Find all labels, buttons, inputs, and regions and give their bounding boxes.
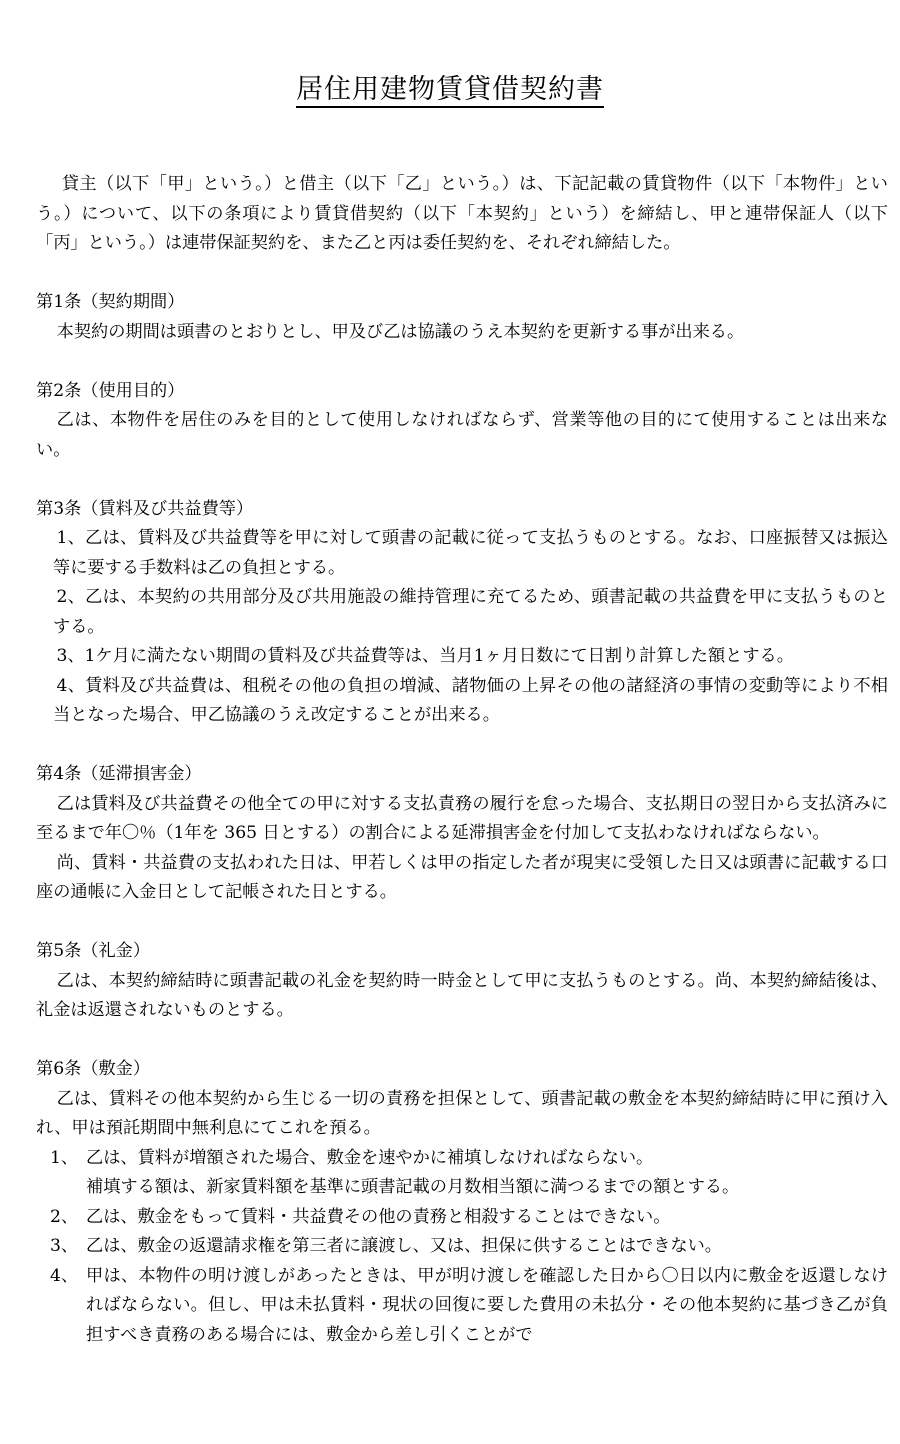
article-3-heading: 第3条（賃料及び共益費等） [36, 498, 254, 519]
intro-paragraph: 貸主（以下「甲」という。）と借主（以下「乙」という。）は、下記記載の賃貸物件（以下「本物件」という。）について、以下の条項により賃貸借契約（以下「本契約」という）を締結し、甲と連帯保証人（以下「丙」という。）は連帯保証契約を、また乙と丙は委任契約を、それぞれ締結した。 [36, 174, 888, 253]
article-1-heading: 第1条（契約期間） [36, 292, 185, 312]
article-4-para-2: 尚、賃料・共益費の支払われた日は、甲若しくは甲の指定した者が現実に受領した日又は頭書に記載する口座の通帳に入金日として記帳された日とする。 [36, 852, 888, 902]
article-2-heading: 第2条（使用目的） [36, 380, 185, 401]
article-6-enum-1 [50, 1144, 888, 1174]
article-6-enum-1-cont [50, 1173, 888, 1203]
document-body [36, 170, 888, 1350]
enum-number: 2、 [50, 1206, 79, 1227]
enum-number: 3、 [50, 1236, 79, 1256]
article-5-text: 乙は、本契約締結時に頭書記載の礼金を契約時一時金として甲に支払うものとする。尚、本契約締結後は、礼金は返還されないものとする。 [36, 970, 888, 1020]
article-6-enum-3 [50, 1232, 888, 1262]
article-3-item-1: 1、乙は、賃料及び共益費等を甲に対して頭書の記載に従って支払うものとする。なお、口座振替又は振込等に要する手数料は乙の負担とする。 [53, 528, 888, 578]
article-3-item-4: 4、賃料及び共益費は、租税その他の負担の増減、諸物価の上昇その他の諸経済の事情の変動等により不相当となった場合、甲乙協議のうえ改定することが出来る。 [53, 675, 888, 725]
enum-number: 4、 [50, 1265, 79, 1286]
enum-text: 乙は、賃料が増額された場合、敷金を速やかに補填しなければならない。 [86, 1147, 654, 1168]
enum-text: 補填する額は、新家賃料額を基準に頭書記載の月数相当額に満つるまでの額とする。 [86, 1177, 740, 1197]
enum-text: 乙は、敷金をもって賃料・共益費その他の責務と相殺することはできない。 [86, 1206, 671, 1227]
enum-number [50, 1173, 86, 1203]
article-5-heading: 第5条（礼金） [36, 941, 151, 961]
article-4-para-1: 乙は賃料及び共益費その他全ての甲に対する支払責務の履行を怠った場合、支払期日の翌日から支払済みに至るまで年〇％（1年を 365 日とする）の割合による延滞損害金を付加して支払わなければならない。 [36, 793, 888, 843]
article-6-enum-4 [50, 1262, 888, 1351]
article-6-text: 乙は、賃料その他本契約から生じる一切の責務を担保として、頭書記載の敷金を本契約締結時に甲に預け入れ、甲は預託期間中無利息にてこれを預る。 [36, 1088, 888, 1138]
document-title [0, 70, 900, 110]
article-2-text: 乙は、本物件を居住のみを目的として使用しなければならず、営業等他の目的にて使用することは出来ない。 [36, 410, 888, 460]
article-4-heading: 第4条（延滞損害金） [36, 764, 202, 784]
enum-text: 乙は、敷金の返還請求権を第三者に譲渡し、又は、担保に供することはできない。 [86, 1236, 722, 1256]
article-3-item-3: 3、1ケ月に満たない期間の賃料及び共益費等は、当月1ヶ月日数にて日割り計算した額とする。 [56, 646, 794, 666]
enum-number: 1、 [50, 1147, 79, 1168]
article-1-text: 本契約の期間は頭書のとおりとし、甲及び乙は協議のうえ本契約を更新する事が出来る。 [56, 321, 745, 342]
title-text: 居住用建物賃貸借契約書 [296, 74, 604, 108]
enum-text: 甲は、本物件の明け渡しがあったときは、甲が明け渡しを確認した日から〇日以内に敷金を返還しなければならない。但し、甲は未払賃料・現状の回復に要した費用の未払分・その他本契約に基づき乙が負担すべき責務のある場合には、敷金から差し引くことがで [86, 1265, 888, 1345]
article-6-enum-2 [50, 1203, 888, 1233]
article-6-heading: 第6条（敷金） [36, 1059, 151, 1079]
article-3-item-2: 2、乙は、本契約の共用部分及び共用施設の維持管理に充てるため、頭書記載の共益費を甲に支払うものとする。 [53, 587, 888, 637]
